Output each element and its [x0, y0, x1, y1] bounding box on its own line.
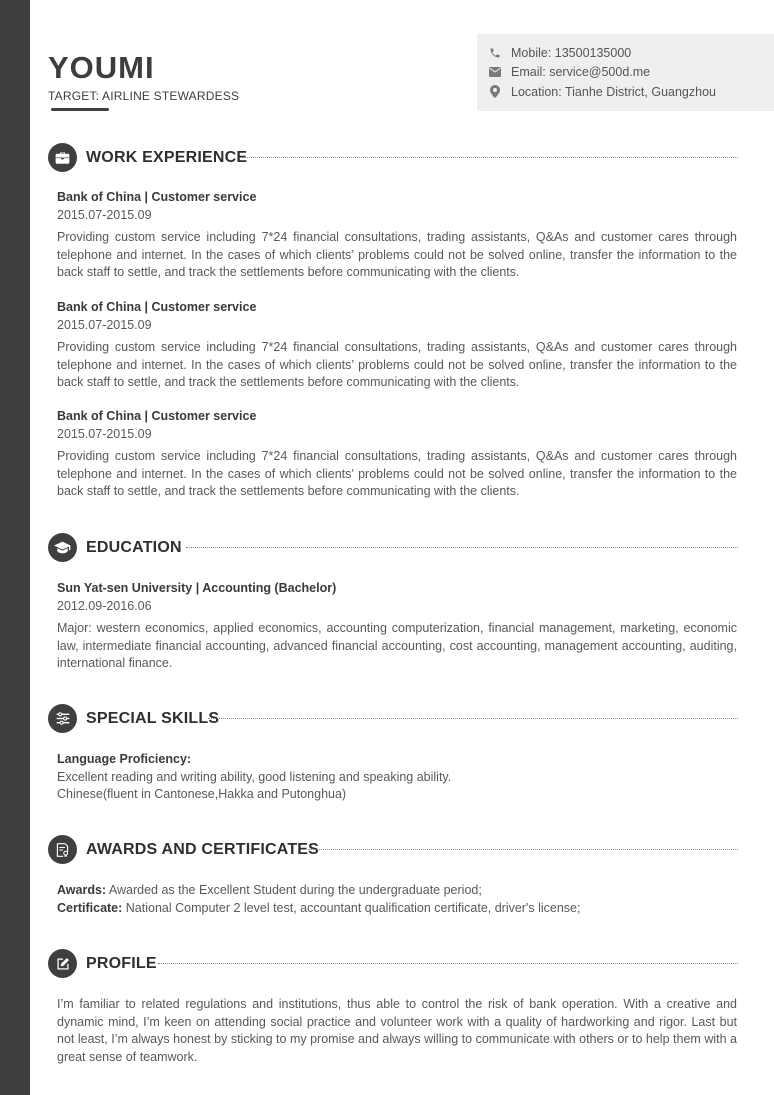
work-entry-desc: Providing custom service including 7*24 financial consultations, trading assistants, Q&As and customer cares through telephone and internet. In the cases of which clients’ problems could not be solved online, transfer the information to the back staff to settle, and track the settlements before communicating with the clients.	[57, 449, 737, 499]
work-entry-desc: Providing custom service including 7*24 financial consultations, trading assistants, Q&As and customer cares through telephone and internet. In the cases of which clients’ problems could not be solved online, transfer the information to the back staff to settle, and track the settlements before communicating with the clients.	[57, 340, 737, 390]
profile-header	[48, 949, 157, 978]
work-entry-desc: Providing custom service including 7*24 financial consultations, trading assistants, Q&As and customer cares through telephone and internet. In the cases of which clients’ problems could not be solved online, transfer the information to the back staff to settle, and track the settlements before communicating with the clients.	[57, 230, 737, 280]
section-divider	[208, 718, 738, 719]
section-divider	[308, 849, 738, 850]
work-entry-1	[57, 189, 737, 282]
contact-box	[477, 34, 774, 111]
special-skills-header	[48, 704, 219, 733]
section-divider	[242, 157, 738, 158]
certificate-label: Certificate:	[57, 900, 123, 915]
briefcase-icon	[48, 143, 77, 172]
map-pin-icon	[489, 86, 501, 98]
work-entry-2	[57, 299, 737, 392]
mobile-text: Mobile: 13500135000	[511, 45, 632, 60]
education-desc: Major: western economics, applied economics, accounting computerization, financial management, marketing, economic law, intermediate financial accounting, advanced financial accounting, cost accounting, management accounting, auditing, international finance.	[57, 621, 737, 671]
work-entry-heading: Bank of China | Customer service	[57, 190, 257, 204]
section-title-profile: PROFILE	[86, 954, 157, 972]
work-entry-heading: Bank of China | Customer service	[57, 409, 257, 423]
section-divider	[158, 963, 738, 964]
edit-icon	[48, 949, 77, 978]
education-header	[48, 533, 182, 562]
certificate-text: National Computer 2 level test, accountant qualification certificate, driver's license;	[122, 900, 581, 915]
skills-line-1: Excellent reading and writing ability, good listening and speaking ability.	[57, 769, 452, 784]
section-title-education: EDUCATION	[86, 538, 182, 556]
awards-header	[48, 835, 319, 864]
contact-location	[489, 82, 774, 102]
email-text: Email: service@500d.me	[511, 65, 651, 80]
education-date: 2012.09-2016.06	[57, 599, 152, 614]
certificate-line	[57, 900, 737, 918]
envelope-icon	[489, 66, 501, 78]
awards-text: Awarded as the Excellent Student during the undergraduate period;	[106, 883, 482, 897]
phone-icon	[489, 47, 501, 59]
awards-label: Awards:	[57, 883, 107, 897]
skills-heading: Language Proficiency:	[57, 752, 192, 766]
work-entry-heading: Bank of China | Customer service	[57, 300, 257, 314]
education-heading: Sun Yat-sen University | Accounting (Bachelor)	[57, 581, 337, 595]
section-divider	[186, 547, 738, 548]
contact-mobile	[489, 43, 774, 63]
contact-email	[489, 63, 774, 83]
work-entry-date: 2015.07-2015.09	[57, 208, 152, 223]
education-entry	[57, 580, 737, 673]
graduation-cap-icon	[48, 533, 77, 562]
work-entry-date: 2015.07-2015.09	[57, 318, 152, 333]
section-title-work: WORK EXPERIENCE	[86, 148, 248, 166]
section-title-awards: AWARDS AND CERTIFICATES	[86, 840, 320, 858]
profile-text: I’m familiar to related regulations and institutions, thus able to control the risk of bank operation. With a creative and dynamic mind, I’m keen on attending social practice and volunteer work with a quality of hardworking and rigor. Last but not least, I’m always honest by sticking to my promise and always willing to communicate with others or to help them with a great sense of teamwork.	[57, 997, 737, 1064]
awards-entry	[57, 882, 737, 917]
work-entry-3	[57, 408, 737, 501]
profile-entry	[57, 996, 737, 1066]
skills-line-2: Chinese(fluent in Cantonese,Hakka and Putonghua)	[57, 787, 347, 802]
work-entry-date: 2015.07-2015.09	[57, 427, 152, 442]
section-title-skills: SPECIAL SKILLS	[86, 709, 220, 727]
location-text: Location: Tianhe District, Guangzhou	[511, 84, 716, 99]
awards-line	[57, 882, 737, 900]
left-side-bar	[0, 0, 30, 1095]
sliders-icon	[48, 704, 77, 733]
certificate-icon	[48, 835, 77, 864]
title-underline	[51, 108, 109, 111]
work-experience-header	[48, 143, 247, 172]
skills-entry	[57, 751, 737, 804]
candidate-name: YOUMI	[48, 50, 155, 85]
job-target: TARGET: AIRLINE STEWARDESS	[48, 89, 240, 103]
